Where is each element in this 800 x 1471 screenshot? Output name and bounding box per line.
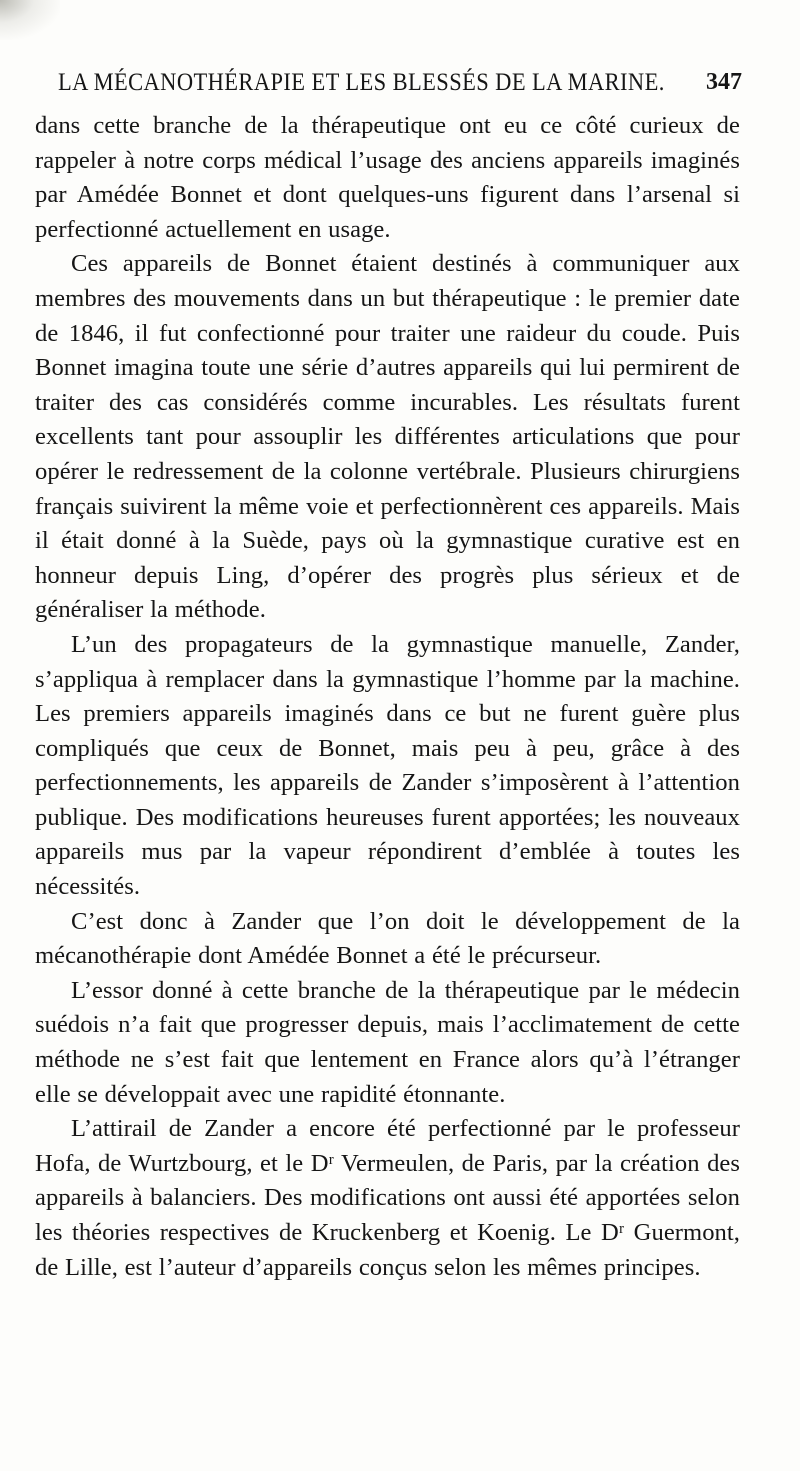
paragraph-bonnet-appareils: Ces appareils de Bonnet étaient destinés à communiquer aux membres des mouvements dans un but thérapeutique : le premier date de 1846, il fut confectionné pour traiter une raideur du coude. Puis Bonnet imagina toute une série d’autres appareils qui lui permirent de traiter des cas considérés comme incurables. Les résultats furent excellents tant pour assouplir les différentes articulations que pour opérer le redressement de la colonne vertébrale. Plusieurs chirurgiens français suivirent la même voie et perfectionnèrent ces appareils. Mais il était donné à la Suède, pays où la gymnastique curative est en honneur depuis Ling, d’opérer des progrès plus sérieux et de généraliser la méthode. xyxy=(35,250,740,624)
page-number: 347 xyxy=(706,69,742,95)
paragraph-attirail: L’attirail de Zander a encore été perfectionné par le professeur Hofa, de Wurtzbourg, et le Dʳ Vermeulen, de Paris, par la création des appareils à balanciers. Des modifications ont aussi été apportées selon les théories respectives de Kruckenberg et Koenig. Le Dʳ Guermont, de Lille, est l’auteur d’appareils conçus selon les mêmes principes. xyxy=(35,1115,740,1281)
page-corner-shadow xyxy=(0,0,60,40)
running-head-title: LA MÉCANOTHÉRAPIE ET LES BLESSÉS DE LA MARINE. xyxy=(58,67,665,96)
running-head xyxy=(58,62,742,102)
paragraph-zander: L’un des propagateurs de la gymnastique manuelle, Zander, s’appliqua à remplacer dans la gymnastique l’homme par la machine. Les premiers appareils imaginés dans ce but ne furent guère plus compliqués que ceux de Bonnet, mais peu à peu, grâce à des perfectionnements, les appareils de Zander s’imposèrent à l’attention publique. Des modifications heureuses furent apportées; les nouveaux appareils mus par la vapeur répondirent d’emblée à toutes les nécessités. xyxy=(35,630,740,901)
paragraph-precurseur: C’est donc à Zander que l’on doit le développement de la mécanothérapie dont Amédée Bonnet a été le précurseur. xyxy=(35,907,740,970)
paragraph-continuation: dans cette branche de la thérapeutique ont eu ce côté curieux de rappeler à notre corps médical l’usage des anciens appareils imaginés par Amédée Bonnet et dont quelques-uns figurent dans l’arsenal si perfectionné actuellement en usage. xyxy=(35,112,740,243)
body-text xyxy=(35,109,740,1285)
paragraph-essor: L’essor donné à cette branche de la thérapeutique par le médecin suédois n’a fait que progresser depuis, mais l’acclimatement de cette méthode ne s’est fait que lentement en France alors qu’à l’étranger elle se développait avec une rapidité étonnante. xyxy=(35,976,740,1108)
